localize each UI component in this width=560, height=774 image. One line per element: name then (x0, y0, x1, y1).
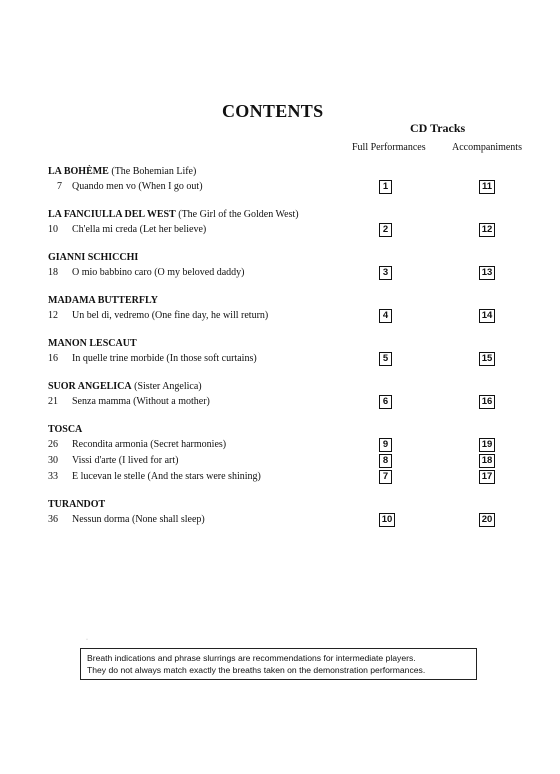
full-performance-track: 7 (379, 470, 392, 484)
song-row[interactable] (48, 265, 528, 281)
song-title: Vissi d'arte (I lived for art) (72, 455, 179, 466)
opera-heading (48, 337, 528, 351)
opera-section-la-fanciulla-del-west (48, 208, 528, 238)
full-performance-track: 8 (379, 454, 392, 468)
song-title: In quelle trine morbide (In those soft curtains) (72, 353, 257, 364)
opera-title: TOSCA (48, 424, 83, 435)
opera-section-suor-angelica (48, 380, 528, 410)
page-number: 33 (48, 471, 58, 482)
cd-tracks-heading: CD Tracks (410, 121, 466, 135)
song-title: E lucevan le stelle (And the stars were shining) (72, 471, 261, 482)
opera-heading (48, 380, 528, 394)
full-performance-track: 5 (379, 352, 392, 366)
opera-heading (48, 498, 528, 512)
song-title: Nessun dorma (None shall sleep) (72, 514, 205, 525)
page-number: 12 (48, 310, 58, 321)
page-number: 30 (48, 455, 58, 466)
stray-dot: · (86, 637, 88, 643)
opera-heading (48, 165, 528, 179)
song-title: Ch'ella mi creda (Let her believe) (72, 224, 207, 235)
page-number: 18 (48, 267, 58, 278)
full-performance-track: 2 (379, 223, 392, 237)
page-number: 16 (48, 353, 58, 364)
opera-heading (48, 208, 528, 222)
song-title: Quando men vo (When I go out) (72, 181, 203, 192)
page-number: 10 (48, 224, 58, 235)
opera-title: TURANDOT (48, 499, 106, 510)
accompaniment-track: 15 (479, 352, 495, 366)
opera-title: LA FANCIULLA DEL WEST (48, 209, 176, 220)
song-row[interactable] (48, 512, 528, 528)
accompaniment-track: 18 (479, 454, 495, 468)
page-number: 21 (48, 396, 58, 407)
accompaniment-track: 19 (479, 438, 495, 452)
full-performance-track: 1 (379, 180, 392, 194)
opera-section-gianni-schicchi (48, 251, 528, 281)
song-title: O mio babbino caro (O my beloved daddy) (72, 267, 245, 278)
page-title: CONTENTS (222, 101, 324, 121)
notice-line-1: Breath indications and phrase slurrings are recommendations for intermediate players. (87, 653, 416, 663)
song-row[interactable] (48, 469, 528, 485)
song-row[interactable] (48, 394, 528, 410)
accompaniment-track: 14 (479, 309, 495, 323)
song-row[interactable] (48, 453, 528, 469)
song-row[interactable] (48, 351, 528, 367)
opera-title: GIANNI SCHICCHI (48, 252, 139, 263)
page-number: 36 (48, 514, 58, 525)
page-number: 7 (57, 181, 62, 192)
accompaniment-track: 12 (479, 223, 495, 237)
accompaniments-column-header: Accompaniments (452, 142, 522, 153)
full-performance-track: 6 (379, 395, 392, 409)
notice-box (80, 648, 477, 680)
full-performance-track: 10 (379, 513, 395, 527)
notice-line-2: They do not always match exactly the breaths taken on the demonstration performances. (87, 665, 426, 675)
opera-translation: (The Bohemian Life) (111, 166, 197, 177)
song-row[interactable] (48, 437, 528, 453)
opera-title: MANON LESCAUT (48, 338, 137, 349)
song-row[interactable] (48, 179, 528, 195)
accompaniment-track: 20 (479, 513, 495, 527)
song-title: Un bel dì, vedremo (One fine day, he will return) (72, 310, 269, 321)
opera-section-madama-butterfly (48, 294, 528, 324)
opera-heading (48, 423, 528, 437)
accompaniment-track: 11 (479, 180, 495, 194)
full-performance-track: 3 (379, 266, 392, 280)
full-performance-track: 4 (379, 309, 392, 323)
opera-title: MADAMA BUTTERFLY (48, 295, 158, 306)
full-performances-column-header: Full Performances (352, 142, 426, 153)
opera-section-la-boheme (48, 165, 528, 195)
opera-section-tosca (48, 423, 528, 485)
opera-translation: (Sister Angelica) (134, 381, 202, 392)
opera-title: SUOR ANGELICA (48, 381, 132, 392)
page-number: 26 (48, 439, 58, 450)
opera-title: LA BOHÈME (48, 166, 109, 177)
opera-heading (48, 251, 528, 265)
accompaniment-track: 13 (479, 266, 495, 280)
song-title: Senza mamma (Without a mother) (72, 396, 210, 407)
opera-heading (48, 294, 528, 308)
song-title: Recondita armonia (Secret harmonies) (72, 439, 227, 450)
accompaniment-track: 16 (479, 395, 495, 409)
opera-section-turandot (48, 498, 528, 528)
opera-section-manon-lescaut (48, 337, 528, 367)
opera-translation: (The Girl of the Golden West) (178, 209, 299, 220)
song-row[interactable] (48, 222, 528, 238)
song-row[interactable] (48, 308, 528, 324)
accompaniment-track: 17 (479, 470, 495, 484)
full-performance-track: 9 (379, 438, 392, 452)
